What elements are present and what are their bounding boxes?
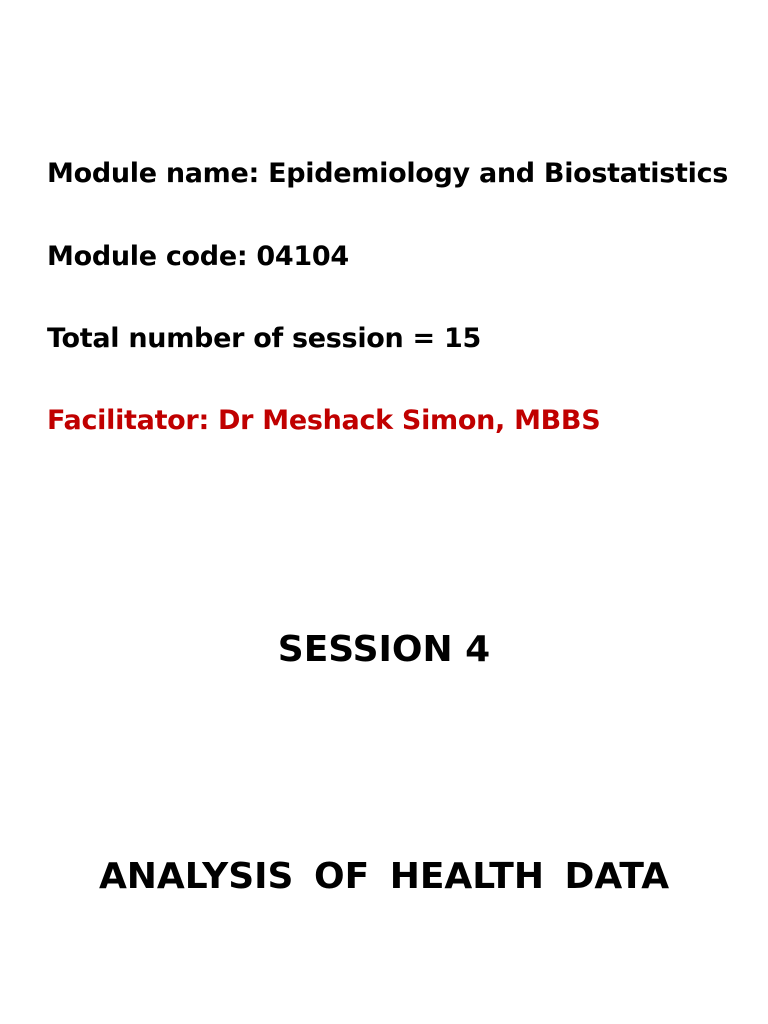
session-title: SESSION 4 bbox=[277, 629, 491, 670]
module-name-text: Module name: Epidemiology and Biostatistics bbox=[47, 158, 729, 189]
facilitator-text: Facilitator: Dr Meshack Simon, MBBS bbox=[47, 405, 601, 436]
total-sessions-text: Total number of session = 15 bbox=[47, 323, 481, 354]
topic-title: ANALYSIS OF HEALTH DATA bbox=[98, 856, 670, 897]
module-code-text: Module code: 04104 bbox=[47, 241, 349, 272]
